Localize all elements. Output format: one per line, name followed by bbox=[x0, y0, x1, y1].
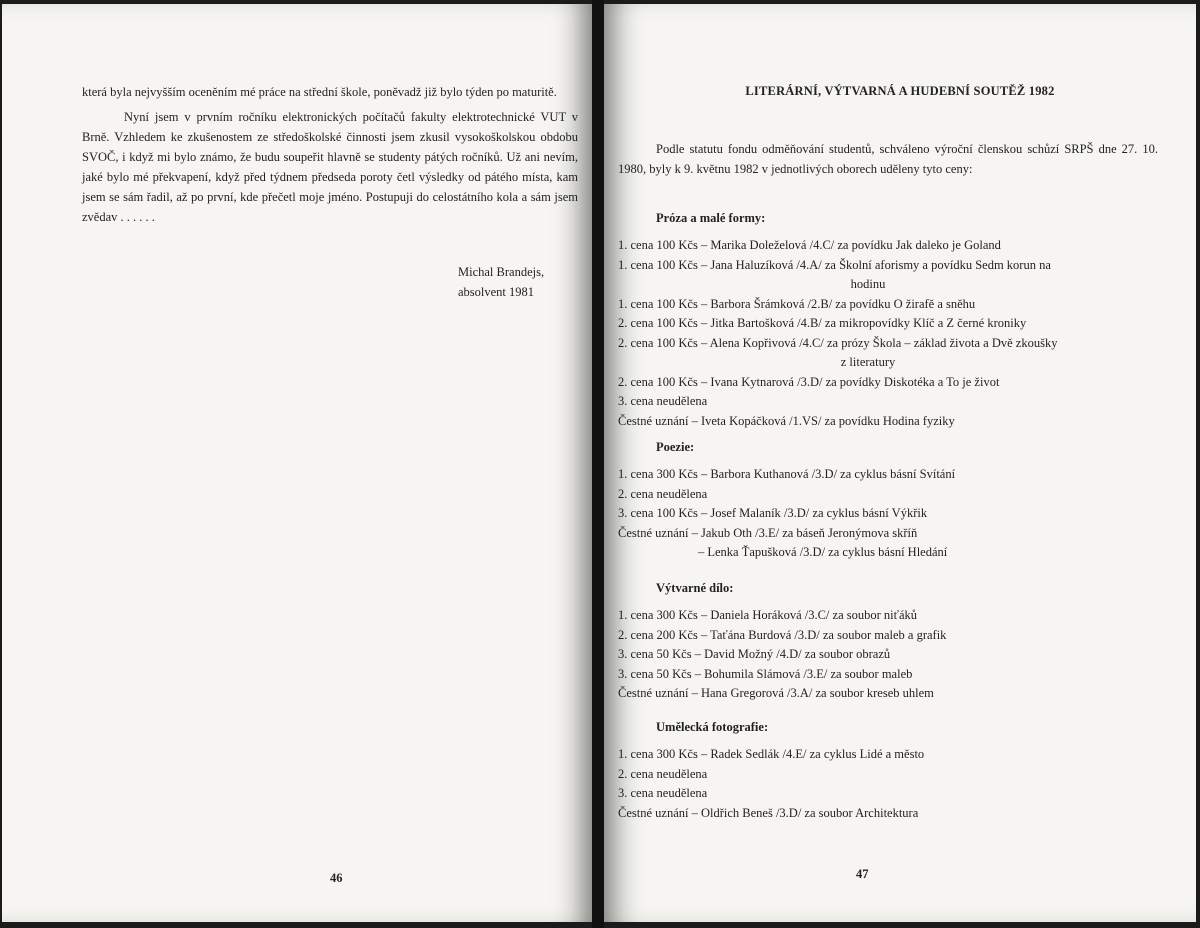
award-entry: Čestné uznání – Oldřich Beneš /3.D/ za soubor Architektura bbox=[618, 805, 919, 820]
award-entry-continued: z literatury bbox=[840, 355, 896, 369]
section-photography bbox=[618, 717, 1178, 823]
award-entry: 1. cena 300 Kčs – Barbora Kuthanová /3.D/ za cyklus básní Svítání bbox=[618, 467, 956, 481]
intro-text bbox=[618, 139, 1158, 179]
section-visual-art bbox=[618, 578, 1178, 704]
paragraph: Nyní jsem v prvním ročníku elektronických počítačů fakulty elektrotechnické VUT v Brně. Vzhledem ke zkušenostem ze středoškolské činnosti jsem zkusil vysokoškolskou obdobu SVOČ, i když mi bylo známo, že budu soupeřit hlavně se studenty pátých ročníků. Už ani nevím, jaké bylo mé překvapení, když před týdnem předseda poroty četl výsledky od pátého místa, kam jsem se sám řadil, až po první, kde přečetl moje jméno. Postupuji do celostátního kola a sám jsem zvědav . . . . . . bbox=[82, 110, 578, 224]
award-entry: 1. cena 100 Kčs – Marika Doleželová /4.C/ za povídku Jak daleko je Goland bbox=[618, 238, 1001, 252]
section-title: Poezie: bbox=[656, 440, 695, 454]
award-entry: 2. cena 100 Kčs – Ivana Kytnarová /3.D/ za povídky Diskotéka a To je život bbox=[618, 374, 1000, 389]
right-page bbox=[604, 4, 1196, 922]
award-entry: 3. cena 50 Kčs – David Možný /4.D/ za soubor obrazů bbox=[618, 647, 891, 661]
section-title: Próza a malé formy: bbox=[656, 211, 766, 225]
intro-paragraph: Podle statutu fondu odměňování studentů, schváleno výroční členskou schůzí SRPŠ dne 27. 10. 1980, byly k 9. květnu 1982 v jednotlivých oborech uděleny tyto ceny: bbox=[618, 142, 1158, 176]
award-entry: 2. cena 100 Kčs – Jitka Bartošková /4.B/ za mikropovídky Klíč a Z černé kroniky bbox=[618, 316, 1027, 330]
award-entry: 1. cena 100 Kčs – Barbora Šrámková /2.B/ za povídku O žirafě a sněhu bbox=[618, 296, 976, 311]
left-page bbox=[2, 4, 592, 922]
award-entry: Čestné uznání – Jakub Oth /3.E/ za báseň Jeronýmova skříň bbox=[618, 525, 918, 540]
page-number: 46 bbox=[330, 871, 343, 885]
paragraph: která byla nejvyšším oceněním mé práce na střední škole, poněvadž již bylo týden po maturitě. bbox=[82, 85, 557, 99]
page-number: 47 bbox=[856, 867, 869, 881]
award-entry: Čestné uznání – Iveta Kopáčková /1.VS/ za povídku Hodina fyziky bbox=[618, 413, 955, 428]
award-entry: 3. cena 100 Kčs – Josef Malaník /3.D/ za cyklus básní Výkřik bbox=[618, 506, 928, 520]
award-entry: 2. cena 200 Kčs – Taťána Burdová /3.D/ za soubor maleb a grafik bbox=[618, 627, 947, 642]
left-page-text bbox=[82, 82, 578, 232]
award-entry: 1. cena 300 Kčs – Daniela Horáková /3.C/ za soubor niťáků bbox=[618, 608, 918, 622]
award-entry: 2. cena neudělena bbox=[618, 766, 708, 781]
section-title: Umělecká fotografie: bbox=[656, 720, 769, 734]
award-entry: 1. cena 300 Kčs – Radek Sedlák /4.E/ za cyklus Lidé a město bbox=[618, 747, 925, 761]
award-entry: 3. cena neudělena bbox=[618, 786, 708, 800]
signature bbox=[458, 262, 544, 302]
section-title: Výtvarné dílo: bbox=[656, 581, 734, 595]
award-entry: 2. cena 100 Kčs – Alena Kopřivová /4.C/ za prózy Škola – základ života a Dvě zkoušky bbox=[618, 335, 1058, 350]
award-entry: 3. cena 50 Kčs – Bohumila Slámová /3.E/ za soubor maleb bbox=[618, 666, 913, 681]
award-entry: 2. cena neudělena bbox=[618, 486, 708, 501]
award-entry: – Lenka Ťapušková /3.D/ za cyklus básní Hledání bbox=[698, 545, 948, 559]
award-entry: Čestné uznání – Hana Gregorová /3.A/ za soubor kreseb uhlem bbox=[618, 686, 934, 700]
page-title: LITERÁRNÍ, VÝTVARNÁ A HUDEBNÍ SOUTĚŽ 1982 bbox=[745, 84, 1055, 98]
signature-name: Michal Brandejs, bbox=[458, 265, 545, 279]
section-poetry bbox=[618, 437, 1178, 563]
section-prose bbox=[618, 208, 1178, 431]
signature-role: absolvent 1981 bbox=[458, 285, 535, 299]
award-entry-continued: hodinu bbox=[850, 277, 886, 291]
award-entry: 3. cena neudělena bbox=[618, 394, 708, 408]
book-gutter bbox=[592, 0, 604, 928]
award-entry: 1. cena 100 Kčs – Jana Haluzíková /4.A/ za Školní aforismy a povídku Sedm korun na bbox=[618, 257, 1051, 272]
